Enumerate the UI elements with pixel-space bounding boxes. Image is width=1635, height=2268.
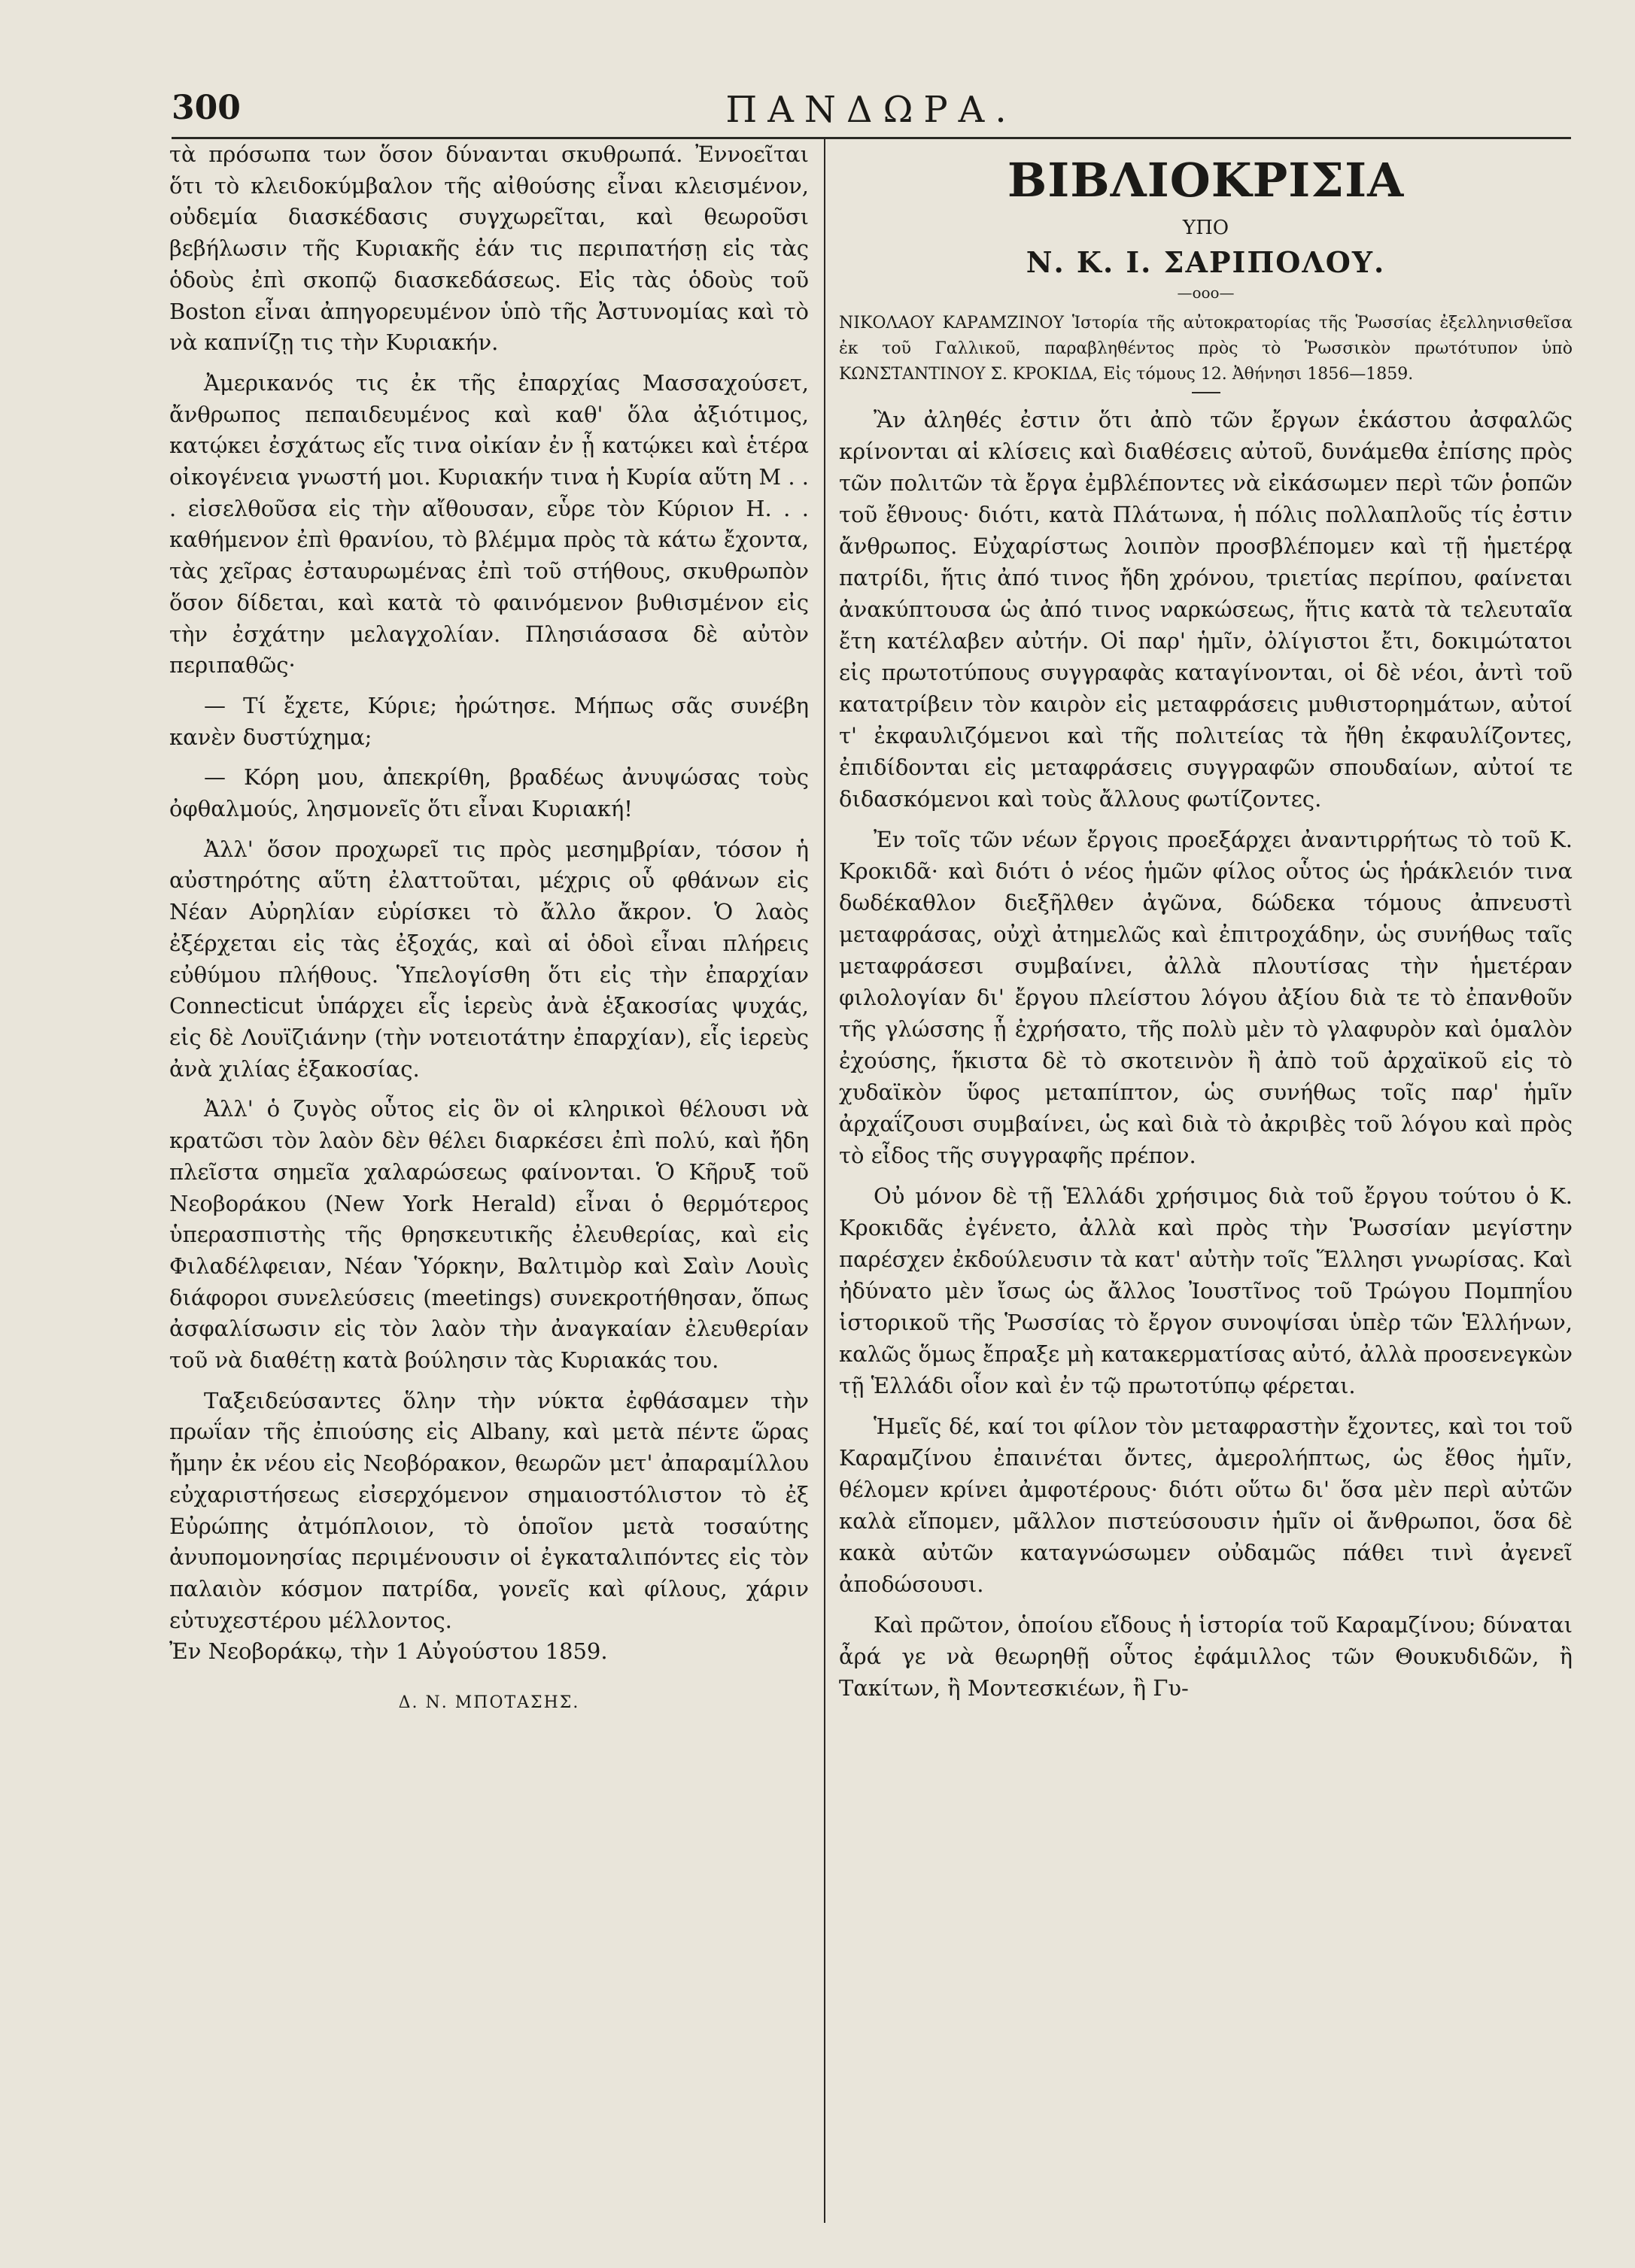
bibliographic-entry: ΝΙΚΟΛΑΟΥ ΚΑΡΑΜΖΙΝΟΥ Ἱστορία τῆς αὐτοκρατορίας τῆς Ῥωσσίας ἐξελληνισθεῖσα ἐκ τοῦ Γαλλικοῦ, παραβληθέντος πρὸς τὸ Ῥωσσικὸν πρωτότυπον ὑπὸ ΚΩΝΣΤΑΝΤΙΝΟΥ Σ. ΚΡΟΚΙΔΑ, Εἰς τόμους 12. Ἀθήνησι 1856—1859.	[839, 314, 1573, 384]
right-paragraph: Ἂν ἀληθές ἐστιν ὅτι ἀπὸ τῶν ἔργων ἑκάστου ἀσφαλῶς κρίνονται αἱ κλίσεις καὶ διαθέσεις αὐτοῦ, δυνάμεθα ἐπίσης πρὸς τῶν πολιτῶν τὰ ἔργα ἐμβλέποντες νὰ εἰκάσωμεν περὶ τῶν ῥοπῶν τοῦ ἔθνους· διότι, κατὰ Πλάτωνα, ἡ πόλις πολλαπλοῦς τίς ἐστιν ἄνθρωπος. Εὐχαρίστως λοιπὸν προσβλέπομεν καὶ τῇ ἡμετέρᾳ πατρίδι, ἥτις ἀπό τινος ἤδη χρόνου, τριετίας περίπου, φαίνεται ἀνακύπτουσα ὡς ἀπό τινος ναρκώσεως, ἥτις κατὰ τὰ τελευταῖα ἔτη κατέλαβεν αὐτήν. Οἱ παρ' ἡμῖν, ὀλίγιστοι ἔτι, δοκιμώτατοι εἰς πρωτοτύπους συγγραφὰς καταγίνονται, οἱ δὲ νέοι, ἀντὶ τοῦ κατατρίβειν τὸν καιρὸν εἰς μεταφράσεις μυθιστορημάτων, αὐτοί τ' ἐκφαυλιζόμενοι καὶ τῆς πολιτείας τὰ ἤθη ἐκφαυλίζοντες, ἐπιδίδονται εἰς μεταφράσεις συγγραφῶν σπουδαίων, αὐτοί τε διδασκόμενοι καὶ τοὺς ἄλλους φωτίζοντες.	[839, 407, 1573, 812]
dateline: Ἐν Νεοβοράκῳ, τὴν 1 Αὐγούστου 1859.	[169, 1638, 608, 1665]
left-paragraph: Ἀλλ' ὅσον προχωρεῖ τις πρὸς μεσημβρίαν, τόσον ἡ αὐστηρότης αὕτη ἐλαττοῦται, μέχρις οὗ φθάνων εἰς Νέαν Αὐρηλίαν εὑρίσκει τὸ ἄλλο ἄκρον. Ὁ λαὸς ἐξέρχεται εἰς τὰς ἐξοχάς, καὶ αἱ ὁδοὶ εἶναι πλήρεις εὐθύμου πλήθους. Ὑπελογίσθη ὅτι εἰς τὴν ἐπαρχίαν Connecticut ὑπάρχει εἷς ἱερεὺς ἀνὰ ἑξακοσίας ψυχάς, εἰς δὲ Λουϊζιάνην (τὴν νοτειοτάτην ἐπαρχίαν), εἷς ἱερεὺς ἀνὰ χιλίας ἑξακοσίας.	[169, 836, 809, 1082]
left-paragraph: τὰ πρόσωπα των ὅσον δύνανται σκυθρωπά. Ἐννοεῖται ὅτι τὸ κλειδοκύμβαλον τῆς αἰθούσης εἶναι κλεισμένον, οὐδεμία διασκέδασις συγχωρεῖται, καὶ θεωροῦσι βεβήλωσιν τῆς Κυριακῆς ἐάν τις περιπατήσῃ εἰς τὰς ὁδοὺς ἐπὶ σκοπῷ διασκεδάσεως. Εἰς τὰς ὁδοὺς τοῦ Boston εἶναι ἀπηγορευμένον ὑπὸ τῆς Ἀστυνομίας καὶ τὸ νὰ καπνίζῃ τις τὴν Κυριακήν.	[169, 141, 809, 356]
page-header	[172, 89, 1571, 134]
author-name: Ν. Κ. Ι. ΣΑΡΙΠΟΛΟΥ.	[1026, 245, 1386, 279]
ornament-separator: —οοο—	[1177, 284, 1235, 302]
right-paragraph: Ἡμεῖς δέ, καί τοι φίλον τὸν μεταφραστὴν ἔχοντες, καὶ τοι τοῦ Καραμζίνου ἐπαινέται ὄντες, ἀμερολήπτως, ὡς ἔθος ἡμῖν, θέλομεν κρίνει ἀμφοτέρους· διότι οὕτω δι' ὅσα μὲν περὶ αὐτῶν καλὰ εἴπομεν, μᾶλλον πιστεύσουσιν ἡμῖν οἱ ἄνθρωποι, ὅσα δὲ κακὰ αὐτῶν καταγνώσωμεν οὐδαμῶς πάθει τινὶ ἀγενεῖ ἀποδώσουσι.	[839, 1413, 1573, 1597]
right-paragraph: Οὐ μόνον δὲ τῇ Ἑλλάδι χρήσιμος διὰ τοῦ ἔργου τούτου ὁ Κ. Κροκιδᾶς ἐγένετο, ἀλλὰ καὶ πρὸς τὴν Ῥωσσίαν μεγίστην παρέσχεν ἐκδούλευσιν τὰ κατ' αὐτὴν τοῖς Ἕλλησι γνωρίσας. Καὶ ἠδύνατο μὲν ἴσως ὡς ἄλλος Ἰουστῖνος τοῦ Τρώγου Πομπηΐου ἱστορικοῦ τῆς Ῥωσσίας τὸ ἔργον συνοψίσαι ὑπὲρ τῶν Ἑλλήνων, καλῶς ὅμως ἔπραξε μὴ κατακερματίσας αὐτό, ἀλλὰ προσενεγκὼν τῇ Ἑλλάδι οἷον καὶ ἐν τῷ πρωτοτύπῳ φέρεται.	[839, 1183, 1573, 1398]
left-column	[169, 139, 809, 1712]
right-paragraph: Ἐν τοῖς τῶν νέων ἔργοις προεξάρχει ἀναντιρρήτως τὸ τοῦ Κ. Κροκιδᾶ· καὶ διότι ὁ νέος ἡμῶν φίλος οὗτος ὡς ἡράκλειόν τινα δωδέκαθλον διεξῆλθεν ἀγῶνα, δώδεκα τόμους ἀπνευστὶ μεταφράσας, οὐχὶ ἀτημελῶς καὶ ἐπιτροχάδην, ὡς συνήθως ταῖς μεταφράσεσι συμβαίνει, ἀλλὰ πλουτίσας τὴν ἡμετέραν φιλολογίαν δι' ἔργου πλείστου λόγου ἀξίου διὰ τε τὸ ἐπανθοῦν τῆς γλώσσης ᾗ ἐχρήσατο, τῆς πολὺ μὲν τὸ γλαφυρὸν καὶ ὁμαλὸν ἐχούσης, ἥκιστα δὲ τὸ σκοτεινὸν ἢ ἀπὸ τοῦ ἀρχαϊκοῦ εἰς τὸ χυδαϊκὸν ὕφος μεταπίπτον, ὡς συνήθως τοῖς παρ' ἡμῖν ἀρχαΐζουσι συμβαίνει, ὡς καὶ διὰ τὸ ἀκριβὲς τοῦ λόγου καὶ πρὸς τὸ εἶδος τῆς συγγραφῆς πρέπον.	[839, 827, 1573, 1168]
dialogue-line: — Κόρη μου, ἀπεκρίθη, βραδέως ἀνυψώσας τοὺς ὀφθαλμούς, λησμονεῖς ὅτι εἶναι Κυριακή!	[169, 764, 809, 822]
running-title: ΠΑΝΔΩΡΑ.	[725, 89, 1017, 131]
right-paragraph: Καὶ πρῶτον, ὁποίου εἴδους ἡ ἱστορία τοῦ Καραμζίνου; δύναται ἆρά γε νὰ θεωρηθῇ οὗτος ἐφάμιλλος τῶν Θουκυδιδῶν, ἢ Τακίτων, ἢ Μοντεσκιέων, ἢ Γυ-	[839, 1612, 1573, 1701]
page-number: 300	[172, 89, 241, 127]
left-paragraph: Ἀμερικανός τις ἐκ τῆς ἐπαρχίας Μασσαχούσετ, ἄνθρωπος πεπαιδευμένος καὶ καθ' ὅλα ἀξιότιμος, κατῴκει ἐσχάτως εἴς τινα οἰκίαν ἐν ᾗ κατῴκει καὶ ἑτέρα οἰκογένεια γνωστή μοι. Κυριακήν τινα ἡ Κυρία αὕτη Μ . . . εἰσελθοῦσα εἰς τὴν αἴθουσαν, εὗρε τὸν Κύριον Η. . . καθήμενον ἐπὶ θρανίου, τὸ βλέμμα πρὸς τὰ κάτω ἔχοντα, τὰς χεῖρας ἐσταυρωμένας ἐπὶ τοῦ στήθους, σκυθρωπὸν ὅσον δίδεται, καὶ κατὰ τὸ φαινόμενον βυθισμένον εἰς τὴν ἐσχάτην μελαγχολίαν. Πλησιάσασα δὲ αὐτὸν περιπαθῶς·	[169, 369, 809, 679]
column-divider	[824, 139, 825, 2223]
dialogue-line: — Τί ἔχετε, Κύριε; ἠρώτησε. Μήπως σᾶς συνέβη κανὲν δυστύχημα;	[169, 692, 809, 750]
right-column	[839, 139, 1573, 1704]
short-rule	[1192, 392, 1220, 393]
left-paragraph: Ἀλλ' ὁ ζυγὸς οὗτος εἰς ὃν οἱ κληρικοὶ θέλουσι νὰ κρατῶσι τὸν λαὸν δὲν θέλει διαρκέσει ἐπὶ πολύ, καὶ ἤδη πλεῖστα σημεῖα χαλαρώσεως φαίνονται. Ὁ Κῆρυξ τοῦ Νεοβοράκου (New York Herald) εἶναι ὁ θερμότερος ὑπερασπιστὴς τῆς θρησκευτικῆς ἐλευθερίας, καὶ εἰς Φιλαδέλφειαν, Νέαν Ὑόρκην, Βαλτιμὸρ καὶ Σαὶν Λουὶς διάφοροι συνελεύσεις (meetings) συνεκροτήθησαν, ὅπως ἀσφαλίσωσιν εἰς τὸν λαὸν τὴν ἀναγκαίαν ἐλευθερίαν τοῦ νὰ διαθέτῃ κατὰ βούλησιν τὰς Κυριακάς του.	[169, 1096, 809, 1374]
left-paragraph: Ταξειδεύσαντες ὅλην τὴν νύκτα ἐφθάσαμεν τὴν πρωΐαν τῆς ἐπιούσης εἰς Albany, καὶ μετὰ πέντε ὥρας ἤμην ἐκ νέου εἰς Νεοβόρακον, θεωρῶν μετ' ἀπαραμίλλου εὐχαριστήσεως εἰσερχόμενον σημαιοστόλιστον τὸ ἐξ Εὐρώπης ἀτμόπλοιον, τὸ ὁποῖον μετὰ τοσαύτης ἀνυπομονησίας περιμένουσιν οἱ ἐγκαταλιπόντες εἰς τὸν παλαιὸν κόσμον πατρίδα, γονεῖς καὶ φίλους, χάριν εὐτυχεστέρου μέλλοντος.	[169, 1387, 809, 1633]
signature: Δ. Ν. ΜΠΟΤΑΣΗΣ.	[398, 1693, 580, 1713]
byline-label: ΥΠΟ	[1182, 217, 1229, 239]
section-title: ΒΙΒΛΙΟΚΡΙΣΙΑ	[1007, 153, 1405, 208]
